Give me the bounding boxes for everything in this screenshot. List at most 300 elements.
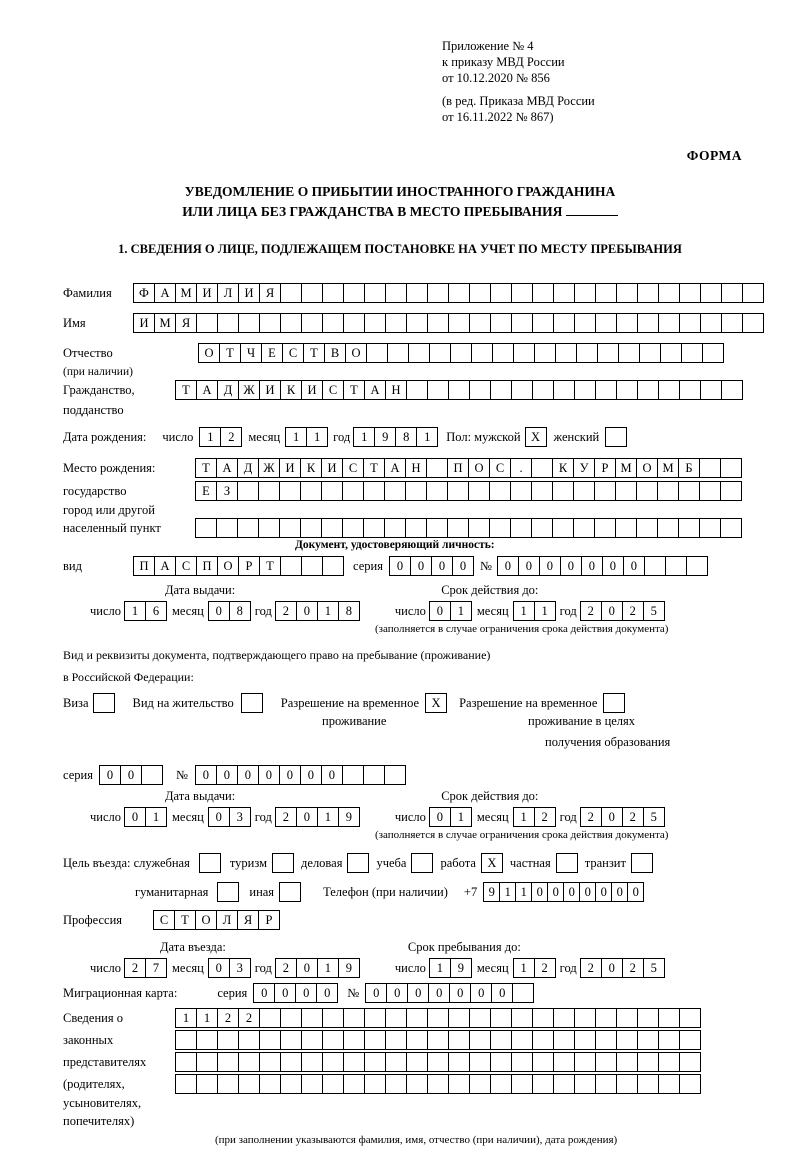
cell[interactable]: 0 [560,556,582,576]
cell[interactable] [259,1008,281,1028]
cell[interactable] [384,518,406,538]
cell[interactable]: 0 [296,958,318,978]
cell[interactable] [448,1052,470,1072]
cell[interactable] [679,1074,701,1094]
cell[interactable] [658,283,680,303]
cell[interactable] [387,343,409,363]
cell[interactable]: 0 [539,556,561,576]
cell[interactable]: 0 [627,882,644,902]
cell[interactable] [322,1074,344,1094]
cell[interactable] [469,1074,491,1094]
stay-year-input[interactable] [580,958,664,978]
cell[interactable]: К [300,458,322,478]
cell[interactable]: Б [678,458,700,478]
cell[interactable]: 0 [386,983,408,1003]
cell[interactable] [429,343,451,363]
cell[interactable]: 0 [518,556,540,576]
cell[interactable]: А [196,380,218,400]
cell[interactable]: 0 [316,983,338,1003]
cell[interactable] [595,313,617,333]
cell[interactable] [447,481,469,501]
cell[interactable]: 0 [195,765,217,785]
cell[interactable] [531,518,553,538]
cell[interactable]: 2 [580,807,602,827]
cell[interactable]: Я [259,283,281,303]
cell[interactable]: Т [343,380,365,400]
cell[interactable]: К [280,380,302,400]
cell[interactable]: И [133,313,155,333]
cell[interactable] [553,1052,575,1072]
cell[interactable] [553,380,575,400]
cell[interactable] [238,1074,260,1094]
cell[interactable] [366,343,388,363]
purpose-private-checkbox[interactable] [556,853,578,873]
cell[interactable]: 9 [450,958,472,978]
cell[interactable] [639,343,661,363]
cell[interactable]: И [301,380,323,400]
cell[interactable] [511,1074,533,1094]
cell[interactable] [258,518,280,538]
cell[interactable]: А [216,458,238,478]
cell[interactable] [364,1008,386,1028]
cell[interactable] [321,518,343,538]
permit-series-input[interactable] [99,765,162,785]
cell[interactable] [721,313,743,333]
cell[interactable]: 0 [429,601,451,621]
cell[interactable] [636,518,658,538]
legal-rep-input-2[interactable] [175,1030,700,1050]
cell[interactable] [511,313,533,333]
cell[interactable]: О [468,458,490,478]
citizenship-input[interactable] [175,380,742,400]
cell[interactable] [406,283,428,303]
cell[interactable] [364,313,386,333]
cell[interactable]: Е [195,481,217,501]
cell[interactable]: О [636,458,658,478]
cell[interactable]: Я [175,313,197,333]
cell[interactable] [385,1030,407,1050]
cell[interactable] [531,458,553,478]
cell[interactable] [237,518,259,538]
cell[interactable]: Ч [240,343,262,363]
residence-permit-checkbox[interactable] [241,693,263,713]
cell[interactable] [301,1074,323,1094]
cell[interactable]: 1 [199,427,221,447]
cell[interactable] [553,1074,575,1094]
cell[interactable] [660,343,682,363]
cell[interactable]: 1 [353,427,375,447]
cell[interactable] [384,765,406,785]
cell[interactable] [616,313,638,333]
cell[interactable]: 0 [296,601,318,621]
cell[interactable] [195,518,217,538]
cell[interactable] [700,380,722,400]
cell[interactable] [658,1052,680,1072]
cell[interactable] [681,343,703,363]
cell[interactable] [406,1052,428,1072]
cell[interactable]: А [154,283,176,303]
cell[interactable] [511,1052,533,1072]
cell[interactable] [343,1030,365,1050]
cell[interactable] [532,1074,554,1094]
cell[interactable] [468,518,490,538]
cell[interactable] [553,1030,575,1050]
cell[interactable]: У [573,458,595,478]
cell[interactable]: 0 [279,765,301,785]
cell[interactable]: 0 [208,807,230,827]
cell[interactable]: М [175,283,197,303]
cell[interactable] [531,481,553,501]
cell[interactable] [534,343,556,363]
cell[interactable] [489,518,511,538]
cell[interactable] [574,1030,596,1050]
cell[interactable]: М [657,458,679,478]
cell[interactable]: 2 [217,1008,239,1028]
cell[interactable]: Ф [133,283,155,303]
cell[interactable]: 2 [622,601,644,621]
cell[interactable] [637,1030,659,1050]
cell[interactable] [216,518,238,538]
cell[interactable] [552,481,574,501]
cell[interactable] [280,283,302,303]
cell[interactable] [217,313,239,333]
cell[interactable] [595,380,617,400]
cell[interactable] [469,1052,491,1072]
cell[interactable] [573,518,595,538]
birth-day-input[interactable] [199,427,241,447]
cell[interactable] [322,1008,344,1028]
doc-issue-month-input[interactable] [208,601,250,621]
cell[interactable] [427,1074,449,1094]
name-input[interactable] [133,313,763,333]
cell[interactable]: 0 [547,882,564,902]
cell[interactable] [616,1052,638,1072]
cell[interactable] [637,283,659,303]
cell[interactable] [574,1052,596,1072]
permit-number-input[interactable] [195,765,405,785]
phone-input[interactable] [483,882,643,902]
cell[interactable]: О [195,910,217,930]
cell[interactable] [448,283,470,303]
birth-month-input[interactable] [285,427,327,447]
cell[interactable] [301,556,323,576]
cell[interactable]: 0 [407,983,429,1003]
cell[interactable] [238,1030,260,1050]
cell[interactable] [532,1052,554,1072]
cell[interactable]: 2 [534,807,556,827]
cell[interactable]: О [198,343,220,363]
cell[interactable]: 8 [229,601,251,621]
cell[interactable] [385,313,407,333]
cell[interactable] [343,1008,365,1028]
cell[interactable]: 0 [296,807,318,827]
cell[interactable] [702,343,724,363]
cell[interactable] [574,1074,596,1094]
cell[interactable] [699,481,721,501]
cell[interactable]: Т [175,380,197,400]
cell[interactable] [657,518,679,538]
cell[interactable] [342,765,364,785]
cell[interactable] [196,1030,218,1050]
sex-female-checkbox[interactable] [605,427,627,447]
cell[interactable] [618,343,640,363]
cell[interactable]: 0 [429,807,451,827]
cell[interactable]: 0 [321,765,343,785]
legal-rep-input-3[interactable] [175,1052,700,1072]
cell[interactable] [532,1008,554,1028]
cell[interactable] [469,380,491,400]
cell[interactable] [408,343,430,363]
cell[interactable]: 1 [450,601,472,621]
cell[interactable] [426,481,448,501]
cell[interactable]: 1 [513,601,535,621]
cell[interactable] [637,313,659,333]
entry-year-input[interactable] [275,958,359,978]
cell[interactable] [342,481,364,501]
cell[interactable] [595,1052,617,1072]
cell[interactable]: А [384,458,406,478]
cell[interactable] [490,283,512,303]
cell[interactable]: 0 [611,882,628,902]
cell[interactable] [595,1074,617,1094]
cell[interactable] [447,518,469,538]
cell[interactable] [594,481,616,501]
cell[interactable] [342,518,364,538]
cell[interactable] [637,1008,659,1028]
cell[interactable] [686,556,708,576]
cell[interactable] [574,283,596,303]
profession-input[interactable] [153,910,279,930]
cell[interactable] [721,283,743,303]
cell[interactable] [510,481,532,501]
cell[interactable]: 1 [145,807,167,827]
cell[interactable]: 0 [497,556,519,576]
cell[interactable] [196,1052,218,1072]
temp-residence-checkbox[interactable]: X [425,693,447,713]
cell[interactable]: Е [261,343,283,363]
cell[interactable]: 0 [452,556,474,576]
cell[interactable] [301,313,323,333]
cell[interactable] [280,1074,302,1094]
cell[interactable]: 1 [534,601,556,621]
cell[interactable] [141,765,163,785]
cell[interactable] [259,1052,281,1072]
cell[interactable] [301,1052,323,1072]
cell[interactable] [385,1074,407,1094]
cell[interactable]: 0 [470,983,492,1003]
cell[interactable]: Д [217,380,239,400]
patronymic-input[interactable] [198,343,723,363]
cell[interactable] [301,1008,323,1028]
cell[interactable] [658,1074,680,1094]
purpose-business-checkbox[interactable] [347,853,369,873]
cell[interactable]: 0 [531,882,548,902]
cell[interactable] [553,283,575,303]
cell[interactable] [279,481,301,501]
cell[interactable]: С [322,380,344,400]
cell[interactable] [427,380,449,400]
cell[interactable]: 2 [580,601,602,621]
cell[interactable] [322,283,344,303]
cell[interactable]: И [279,458,301,478]
doc-issue-year-input[interactable] [275,601,359,621]
cell[interactable] [259,1030,281,1050]
cell[interactable] [553,1008,575,1028]
edu-residence-checkbox[interactable] [603,693,625,713]
entry-day-input[interactable] [124,958,166,978]
stay-day-input[interactable] [429,958,471,978]
cell[interactable] [384,481,406,501]
cell[interactable]: З [216,481,238,501]
cell[interactable] [280,1030,302,1050]
cell[interactable] [258,481,280,501]
cell[interactable] [301,283,323,303]
legal-rep-input-1[interactable] [175,1008,700,1028]
doc-series-input[interactable] [389,556,473,576]
cell[interactable]: Р [258,910,280,930]
visa-checkbox[interactable] [93,693,115,713]
cell[interactable]: 1 [196,1008,218,1028]
cell[interactable]: И [238,283,260,303]
cell[interactable] [280,313,302,333]
cell[interactable]: 0 [295,983,317,1003]
cell[interactable] [300,481,322,501]
cell[interactable]: 0 [563,882,580,902]
cell[interactable] [322,1052,344,1072]
cell[interactable] [552,518,574,538]
cell[interactable] [700,313,722,333]
cell[interactable] [700,283,722,303]
cell[interactable] [511,283,533,303]
cell[interactable]: М [615,458,637,478]
cell[interactable]: 2 [275,958,297,978]
cell[interactable] [637,380,659,400]
cell[interactable] [574,380,596,400]
cell[interactable] [555,343,577,363]
cell[interactable]: 1 [416,427,438,447]
permit-valid-month-input[interactable] [513,807,555,827]
cell[interactable] [469,1030,491,1050]
cell[interactable] [468,481,490,501]
cell[interactable] [427,313,449,333]
cell[interactable] [637,1074,659,1094]
cell[interactable]: П [447,458,469,478]
cell[interactable] [594,518,616,538]
cell[interactable]: 6 [145,601,167,621]
cell[interactable]: 0 [389,556,411,576]
cell[interactable]: Т [174,910,196,930]
cell[interactable] [322,1030,344,1050]
cell[interactable] [427,1052,449,1072]
cell[interactable] [385,1052,407,1072]
cell[interactable] [532,380,554,400]
cell[interactable]: 1 [317,807,339,827]
cell[interactable] [322,556,344,576]
cell[interactable] [658,1008,680,1028]
cell[interactable]: К [552,458,574,478]
cell[interactable]: 2 [275,601,297,621]
cell[interactable]: 0 [601,807,623,827]
cell[interactable]: 0 [449,983,471,1003]
cell[interactable]: Т [195,458,217,478]
cell[interactable] [513,343,535,363]
cell[interactable] [469,1008,491,1028]
cell[interactable] [679,1030,701,1050]
cell[interactable] [510,518,532,538]
cell[interactable] [364,1052,386,1072]
cell[interactable]: 8 [395,427,417,447]
mig-number-input[interactable] [365,983,533,1003]
cell[interactable] [469,283,491,303]
cell[interactable] [426,518,448,538]
cell[interactable] [665,556,687,576]
cell[interactable]: 0 [216,765,238,785]
permit-valid-day-input[interactable] [429,807,471,827]
cell[interactable] [720,518,742,538]
cell[interactable] [615,518,637,538]
cell[interactable] [615,481,637,501]
birthplace-input-line-1[interactable] [195,458,741,478]
cell[interactable] [301,1030,323,1050]
cell[interactable]: 5 [643,601,665,621]
cell[interactable]: Н [385,380,407,400]
cell[interactable] [238,1052,260,1072]
cell[interactable]: 2 [622,807,644,827]
cell[interactable] [512,983,534,1003]
cell[interactable] [385,1008,407,1028]
cell[interactable]: О [345,343,367,363]
cell[interactable] [469,313,491,333]
cell[interactable] [448,1074,470,1094]
birthplace-input-line-2[interactable] [195,481,741,501]
cell[interactable] [616,380,638,400]
cell[interactable]: 0 [365,983,387,1003]
cell[interactable] [511,380,533,400]
cell[interactable]: 9 [338,958,360,978]
cell[interactable] [406,380,428,400]
cell[interactable]: О [217,556,239,576]
cell[interactable] [679,380,701,400]
cell[interactable]: П [133,556,155,576]
cell[interactable]: 2 [220,427,242,447]
entry-month-input[interactable] [208,958,250,978]
cell[interactable] [450,343,472,363]
cell[interactable]: 0 [410,556,432,576]
purpose-service-checkbox[interactable] [199,853,221,873]
cell[interactable]: 0 [258,765,280,785]
cell[interactable] [448,1030,470,1050]
cell[interactable] [448,1008,470,1028]
cell[interactable] [196,1074,218,1094]
cell[interactable] [679,1052,701,1072]
cell[interactable]: 0 [124,807,146,827]
cell[interactable] [237,481,259,501]
cell[interactable]: 0 [237,765,259,785]
cell[interactable]: А [364,380,386,400]
cell[interactable] [492,343,514,363]
cell[interactable]: Р [238,556,260,576]
cell[interactable] [175,1030,197,1050]
birthplace-input-line-3[interactable] [195,518,741,538]
cell[interactable] [490,313,512,333]
cell[interactable] [573,481,595,501]
cell[interactable] [280,1008,302,1028]
cell[interactable]: 0 [428,983,450,1003]
cell[interactable]: 1 [515,882,532,902]
cell[interactable] [259,1074,281,1094]
cell[interactable] [616,1074,638,1094]
cell[interactable] [720,481,742,501]
